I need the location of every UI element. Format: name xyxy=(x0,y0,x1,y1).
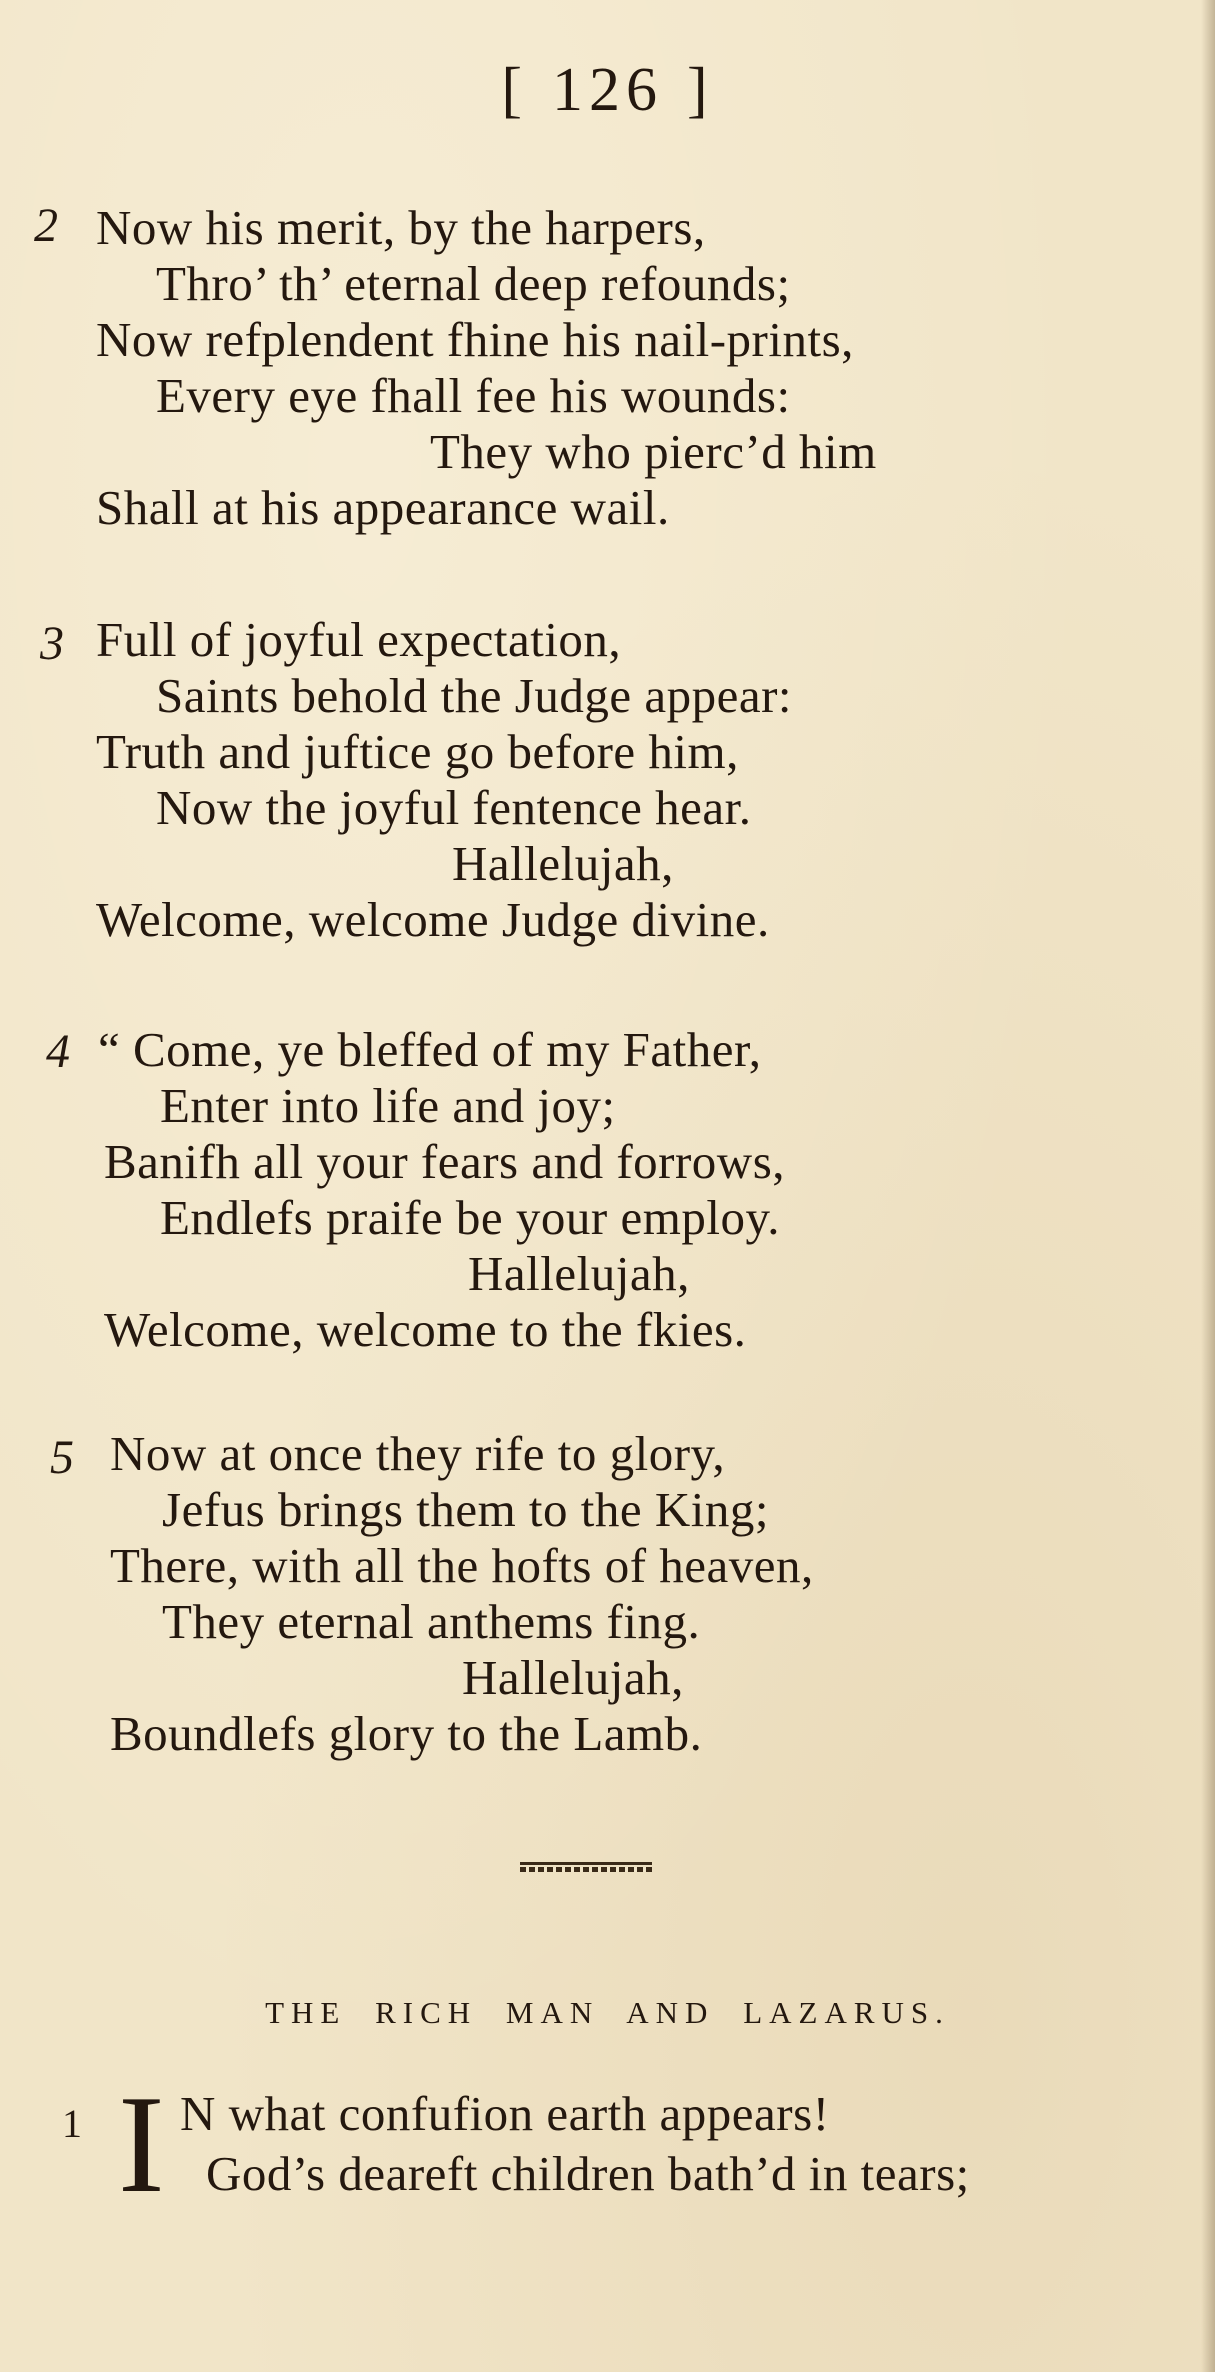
verse-line: Enter into life and joy; xyxy=(160,1078,616,1133)
verse-line: Welcome, welcome Judge divine. xyxy=(96,892,770,947)
hymn-title: THE RICH MAN AND LAZARUS. xyxy=(265,1995,950,2030)
verse-number: 1 xyxy=(62,2101,82,2146)
verse-line: They who pierc’d him xyxy=(430,424,877,479)
verse-line: Endlefs praife be your employ. xyxy=(160,1190,781,1245)
verse-line: Now at once they rife to glory, xyxy=(110,1426,726,1481)
verse-line: Welcome, welcome to the fkies. xyxy=(104,1302,747,1357)
verse-number: 4 xyxy=(46,1025,70,1078)
verse-line: Boundlefs glory to the Lamb. xyxy=(110,1706,703,1761)
verse-line: Jefus brings them to the King; xyxy=(162,1482,770,1537)
verse-line: Every eye fhall fee his wounds: xyxy=(156,368,791,423)
verse-line: Now refplendent fhine his nail-prints, xyxy=(96,312,854,367)
close-bracket: ] xyxy=(687,56,714,124)
section-divider-ornament xyxy=(520,1862,652,1872)
verse-line: Full of joyful expectation, xyxy=(96,612,622,667)
drop-cap: I xyxy=(118,2067,165,2222)
verse-line: Now his merit, by the harpers, xyxy=(96,200,706,255)
verse-number: 2 xyxy=(34,199,58,252)
verse-line: They eternal anthems fing. xyxy=(162,1594,701,1649)
verse-line: God’s deareft children bath’d in tears; xyxy=(206,2146,970,2201)
verse-line: Hallelujah, xyxy=(452,836,674,891)
verse-number: 3 xyxy=(40,617,64,670)
verse-line: Thro’ th’ eternal deep refounds; xyxy=(156,256,791,311)
verse-line: There, with all the hofts of heaven, xyxy=(110,1538,814,1593)
open-bracket: [ xyxy=(501,56,528,124)
verse-number: 5 xyxy=(50,1431,74,1484)
verse-line: N what confufion earth appears! xyxy=(180,2086,830,2141)
verse-line: “ Come, ye bleffed of my Father, xyxy=(98,1022,762,1077)
verse-line: Saints behold the Judge appear: xyxy=(156,668,793,723)
verse-line: Now the joyful fentence hear. xyxy=(156,780,752,835)
verse-line: Banifh all your fears and forrows, xyxy=(104,1134,786,1189)
verse-line: Truth and juftice go before him, xyxy=(96,724,739,779)
verse-line: Shall at his appearance wail. xyxy=(96,480,670,535)
page-number: 126 xyxy=(552,56,663,124)
verse-line: Hallelujah, xyxy=(462,1650,684,1705)
verse-line: Hallelujah, xyxy=(468,1246,690,1301)
page-header xyxy=(0,55,1215,126)
